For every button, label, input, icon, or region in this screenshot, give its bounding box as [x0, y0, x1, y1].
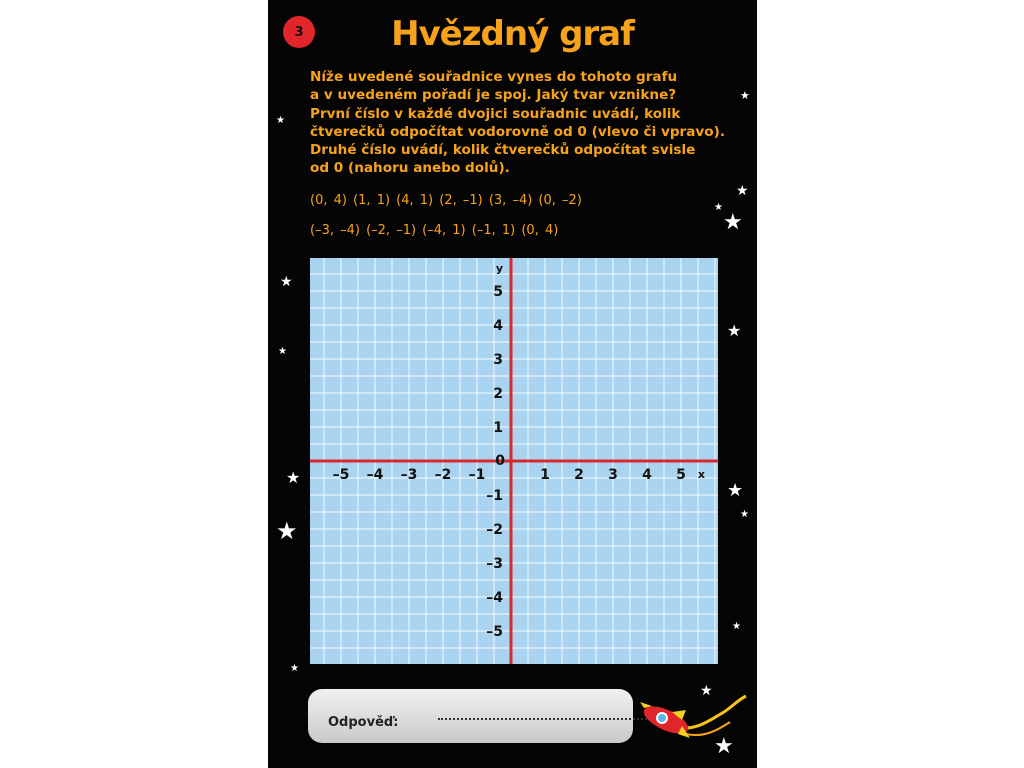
y-tick-label: 2 — [493, 386, 503, 402]
star-icon: ★ — [700, 683, 713, 699]
page-number-badge: 3 — [283, 16, 315, 48]
star-icon: ★ — [736, 183, 749, 199]
star-icon: ★ — [714, 734, 734, 759]
y-tick-label: 4 — [493, 318, 503, 334]
y-tick-label: –5 — [486, 624, 503, 640]
instructions — [310, 68, 730, 178]
star-icon: ★ — [276, 115, 285, 126]
coordinates-line-2: (–3, –4) (–2, –1) (–4, 1) (–1, 1) (0, 4) — [310, 223, 559, 238]
star-icon: ★ — [723, 210, 743, 235]
x-tick-label: 2 — [574, 467, 584, 483]
answer-line[interactable] — [438, 718, 650, 720]
star-icon: ★ — [732, 621, 741, 632]
instruction-line: Níže uvedené souřadnice vynes do tohoto grafu — [310, 69, 678, 85]
coordinate-grid[interactable] — [310, 258, 718, 664]
page-title: Hvězdný graf — [391, 14, 634, 54]
star-icon: ★ — [727, 480, 744, 501]
worksheet-card — [268, 0, 757, 768]
y-tick-label: 5 — [493, 284, 503, 300]
y-tick-label: 3 — [493, 352, 503, 368]
star-icon: ★ — [278, 346, 287, 357]
x-tick-label: –4 — [366, 467, 384, 483]
x-tick-label: –2 — [434, 467, 452, 483]
star-icon: ★ — [290, 663, 299, 674]
y-tick-label: –3 — [486, 556, 503, 572]
x-tick-label: –3 — [400, 467, 418, 483]
y-axis-label: y — [495, 262, 503, 275]
answer-box — [308, 689, 633, 743]
star-icon: ★ — [740, 89, 750, 102]
answer-label: Odpověď: — [328, 715, 399, 730]
instruction-line: od 0 (nahoru anebo dolů). — [310, 160, 510, 177]
star-icon: ★ — [727, 321, 742, 340]
y-tick-label: 1 — [493, 420, 503, 436]
instruction-line: Druhé číslo uvádí, kolik čtverečků odpočítat svisle — [310, 142, 696, 159]
x-tick-label: 1 — [540, 467, 550, 483]
instruction-line: a v uvedeném pořadí je spoj. Jaký tvar vznikne? — [310, 87, 677, 104]
x-tick-label: –1 — [468, 467, 486, 483]
star-icon: ★ — [714, 202, 723, 213]
y-tick-label: –2 — [486, 522, 503, 538]
star-icon: ★ — [280, 274, 293, 290]
star-icon: ★ — [276, 517, 298, 545]
coordinates-line-1: (0, 4) (1, 1) (4, 1) (2, –1) (3, –4) (0, –2) — [310, 193, 582, 208]
x-tick-label: 5 — [676, 467, 686, 483]
star-icon: ★ — [740, 509, 749, 520]
star-icon: ★ — [286, 468, 301, 487]
x-tick-label: 4 — [642, 467, 652, 483]
x-tick-label: 3 — [608, 467, 618, 483]
x-tick-label: –5 — [332, 467, 350, 483]
x-axis-label: x — [697, 468, 705, 481]
y-tick-label: –1 — [486, 488, 503, 504]
instruction-line: čtverečků odpočítat vodorovně od 0 (vlevo či vpravo). — [310, 123, 726, 140]
y-tick-label: –4 — [486, 590, 503, 606]
instruction-line: První číslo v každé dvojici souřadnic uvádí, kolik — [310, 105, 681, 122]
origin-label: 0 — [495, 453, 505, 469]
rocket-icon — [638, 690, 748, 760]
